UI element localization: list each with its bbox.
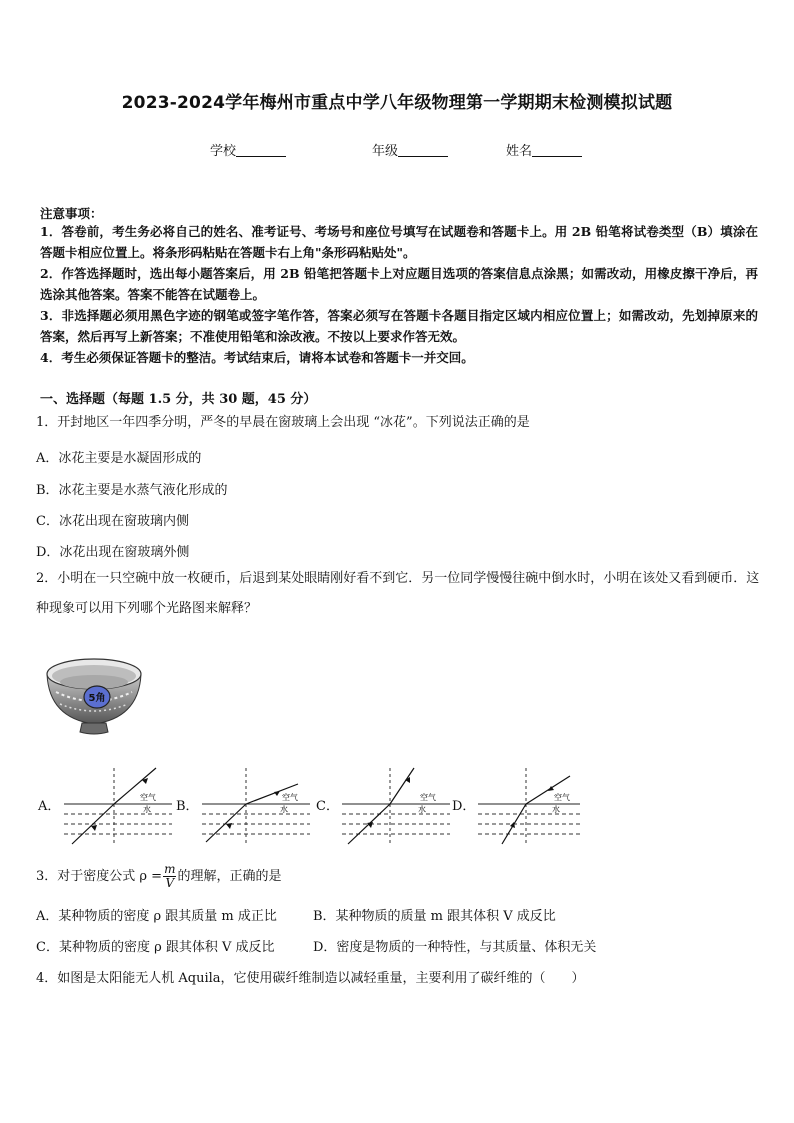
q1-option-b: B．冰花主要是水蒸气液化形成的	[36, 483, 228, 498]
question-2-stem: 2．小明在一只空碗中放一枚硬币，后退到某处眼睛刚好看不到它．另一位同学慢慢往碗中倒水时，小明在该处又看到硬币．这种现象可以用下列哪个光路图来解释？	[36, 571, 760, 616]
q3-option-a: A．某种物质的密度 ρ 跟其质量 m 成正比	[36, 909, 277, 924]
q3-stem-post: 的理解，正确的是	[177, 869, 282, 884]
name-blank	[532, 142, 582, 157]
school-label: 学校	[210, 144, 237, 159]
formula-denominator: V	[165, 876, 175, 890]
water-label: 水	[280, 805, 288, 814]
coin-label: 5角	[88, 693, 106, 704]
air-label: 空气	[554, 793, 570, 802]
school-field	[210, 140, 286, 159]
q3-option-d: D．密度是物质的一种特性，与其质量、体积无关	[313, 940, 597, 955]
q1-option-c: C．冰花出现在窗玻璃内侧	[36, 514, 189, 529]
density-formula-fraction	[163, 863, 176, 890]
air-label: 空气	[140, 793, 156, 802]
water-label: 水	[418, 805, 426, 814]
q2-option-a-label: A．	[38, 799, 61, 814]
grade-label: 年级	[372, 144, 399, 159]
q1-option-a: A．冰花主要是水凝固形成的	[36, 451, 202, 466]
name-field	[506, 140, 582, 159]
grade-field	[372, 140, 448, 159]
note-item: 1．答卷前，考生务必将自己的姓名、准考证号、考场号和座位号填写在试题卷和答题卡上。用 2B 铅笔将试卷类型（B）填涂在答题卡相应位置上。将条形码粘贴在答题卡右上角"条形码粘贴处"。	[40, 224, 758, 260]
q3-stem-pre: 3．对于密度公式 ρ =	[36, 869, 163, 884]
question-3-stem	[36, 862, 760, 892]
name-label: 姓名	[506, 144, 533, 159]
notes-heading: 注意事项：	[40, 206, 103, 221]
light-path-diagram-b	[198, 766, 310, 846]
q2-option-d-label: D．	[452, 799, 476, 814]
grade-blank	[398, 142, 448, 157]
water-label: 水	[552, 805, 560, 814]
q2-option-b-label: B．	[176, 799, 199, 814]
page-title: 2023-2024学年梅州市重点中学八年级物理第一学期期末检测模拟试题	[121, 93, 673, 113]
air-label: 空气	[282, 793, 298, 802]
q2-option-c-label: C．	[316, 799, 339, 814]
note-item: 4．考生必须保证答题卡的整洁。考试结束后，请将本试卷和答题卡一并交回。	[40, 350, 474, 365]
section-heading: 一、选择题（每题 1.5 分，共 30 题，45 分）	[40, 392, 317, 407]
formula-numerator: m	[164, 862, 176, 876]
note-item: 3．非选择题必须用黑色字迹的钢笔或签字笔作答，答案必须写在答题卡各题目指定区域内相应位置上；如需改动，先划掉原来的答案，然后再写上新答案；不准使用铅笔和涂改液。不按以上要求作答无效。	[40, 308, 758, 344]
water-label: 水	[143, 805, 151, 814]
question-1-stem: 1．开封地区一年四季分明，严冬的早晨在窗玻璃上会出现 “冰花”。下列说法正确的是	[36, 415, 530, 430]
air-label: 空气	[420, 793, 436, 802]
school-blank	[236, 142, 286, 157]
q3-option-b: B．某种物质的质量 m 跟其体积 V 成反比	[313, 909, 556, 924]
q1-option-d: D．冰花出现在窗玻璃外侧	[36, 545, 190, 560]
question-4-stem: 4．如图是太阳能无人机 Aquila，它使用碳纤维制造以减轻重量，主要利用了碳纤维的（ ）	[36, 971, 585, 986]
light-path-diagram-d	[474, 766, 586, 846]
note-item: 2．作答选择题时，选出每小题答案后，用 2B 铅笔把答题卡上对应题目选项的答案信息点涂黑；如需改动，用橡皮擦干净后，再选涂其他答案。答案不能答在试题卷上。	[40, 266, 758, 302]
light-path-diagram-a	[60, 766, 172, 846]
bowl-figure	[44, 652, 144, 738]
light-path-diagram-c	[338, 766, 450, 846]
q3-option-c: C．某种物质的密度 ρ 跟其体积 V 成反比	[36, 940, 275, 955]
